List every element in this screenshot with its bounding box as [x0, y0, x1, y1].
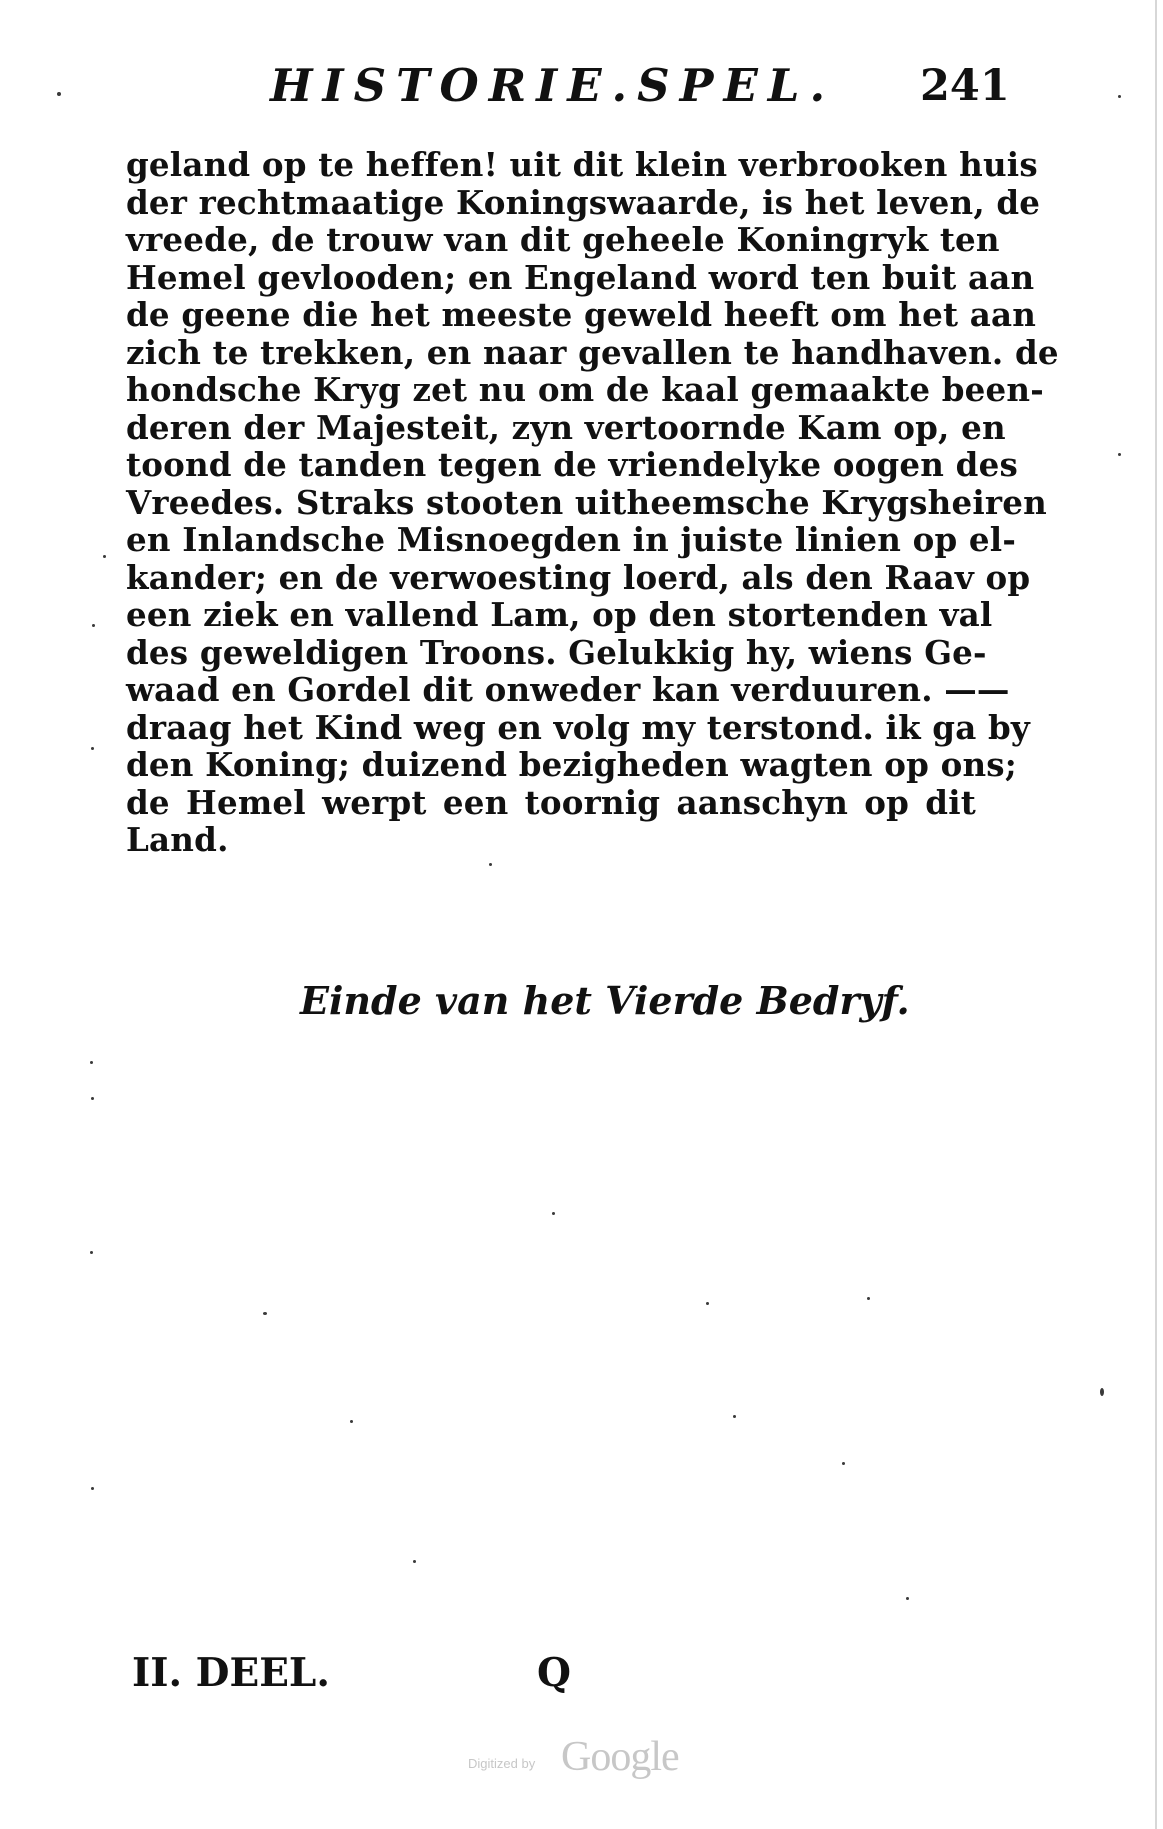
body-text-line: hondsche Kryg zet nu om de kaal gemaakte been- [126, 370, 1044, 409]
scan-speck [91, 747, 94, 750]
scan-speck [706, 1302, 709, 1305]
scan-speck [733, 1415, 736, 1418]
body-text-line: zich te trekken, en naar gevallen te handhaven. de [126, 332, 1059, 372]
page-edge-line [1155, 0, 1157, 1829]
body-text-line: Hemel gevlooden; en Engeland word ten buit aan [126, 257, 1035, 297]
body-text-line: waad en Gordel dit onweder kan verduuren. —— [126, 670, 1010, 709]
scan-speck [552, 1212, 555, 1215]
page-number: 241 [920, 61, 1010, 111]
body-text-line: Land. [126, 820, 229, 859]
signature-mark: II. DEEL. [132, 1650, 330, 1696]
body-text-line: den Koning; duizend bezigheden wagten op ons; [126, 745, 1017, 784]
digitization-watermark [468, 1732, 708, 1792]
section-end-heading: Einde van het Vierde Bedryf. [300, 978, 910, 1023]
body-text-line: Vreedes. Straks stooten uitheemsche Krygsheiren [126, 482, 1047, 522]
scan-speck [1100, 1388, 1104, 1396]
scan-speck [91, 1487, 94, 1490]
catchword: Q [537, 1650, 571, 1696]
body-text-line: de geene die het meeste geweld heeft om het aan [126, 295, 1037, 334]
body-text-line: de Hemel werpt een toornig aanschyn op dit [126, 782, 976, 822]
scan-speck [350, 1420, 353, 1423]
body-text-line: geland op te heffen! uit dit klein verbrooken huis [126, 145, 1038, 184]
body-text-line: des geweldigen Troons. Gelukkig hy, wiens Ge- [126, 632, 987, 672]
scan-speck [57, 92, 61, 96]
running-head [270, 56, 1010, 116]
body-text-line: der rechtmaatige Koningswaarde, is het leven, de [126, 182, 1041, 222]
scan-speck [90, 1061, 93, 1064]
body-text [126, 145, 1059, 859]
scan-speck [1118, 453, 1121, 456]
body-text-line: kander; en de verwoesting loerd, als den Raav op [126, 557, 1031, 597]
scan-speck [1118, 95, 1121, 98]
google-logo-text: Google [561, 1734, 679, 1780]
scan-speck [263, 1312, 267, 1315]
scan-speck [867, 1297, 870, 1300]
scan-speck [103, 555, 106, 558]
body-text-line: deren der Majesteit, zyn vertoornde Kam op, en [126, 407, 1006, 447]
scan-speck [90, 1251, 93, 1254]
scan-speck [906, 1597, 909, 1600]
body-text-line: een ziek en vallend Lam, op den stortenden val [126, 595, 993, 634]
scan-speck [489, 863, 492, 866]
scan-speck [92, 624, 95, 627]
body-text-line: draag het Kind weg en volg my terstond. ik ga by [126, 707, 1031, 747]
body-text-line: toond de tanden tegen de vriendelyke oogen des [126, 445, 1018, 484]
scan-speck [413, 1560, 416, 1563]
running-head-title: HISTORIE.SPEL. [270, 59, 836, 112]
digitized-by-label: Digitized by [468, 1756, 536, 1771]
scan-speck [842, 1462, 845, 1465]
body-text-line: vreede, de trouw van dit geheele Koningryk ten [126, 220, 1000, 259]
body-text-line: en Inlandsche Misnoegden in juiste linien op el- [126, 520, 1017, 559]
scan-speck [91, 1097, 94, 1100]
